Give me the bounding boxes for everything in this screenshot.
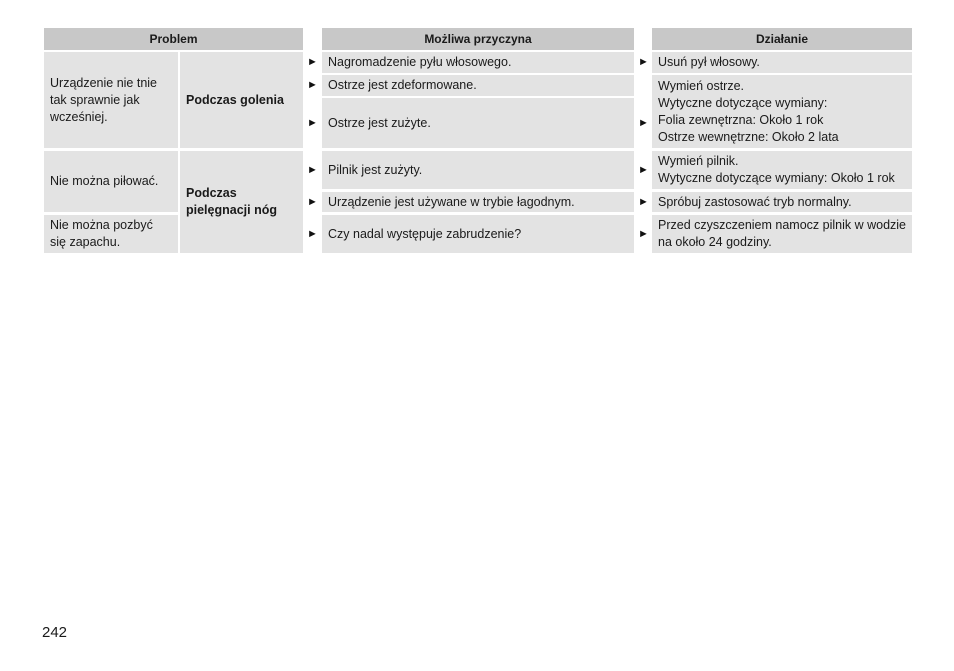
action-line: Wytyczne dotyczące wymiany: Około 1 rok	[658, 171, 895, 185]
problem-cell	[44, 215, 178, 253]
problem-text: Nie można piłować.	[50, 174, 159, 188]
cause-text: Czy nadal występuje zabrudzenie?	[328, 226, 522, 241]
action-lines	[658, 78, 839, 146]
arrow-icon: ►	[307, 196, 318, 208]
arrow-icon: ►	[307, 164, 318, 176]
action-cell	[652, 52, 912, 73]
action-line: Ostrze wewnętrzne: Około 2 lata	[658, 129, 839, 144]
action-text: Usuń pył włosowy.	[658, 55, 760, 69]
context-text: Podczas pielęgnacji nóg	[186, 186, 277, 217]
cause-text: Pilnik jest zużyty.	[328, 162, 423, 177]
arrow-icon: ►	[638, 56, 649, 68]
cause-text: Ostrze jest zdeformowane.	[328, 78, 477, 92]
arrow-icon: ►	[638, 117, 649, 129]
cause-cell	[322, 215, 634, 253]
cause-cell	[322, 52, 634, 73]
cause-cell	[322, 151, 634, 189]
action-line: Wymień pilnik.	[658, 154, 739, 168]
header-action: Działanie	[652, 28, 912, 50]
action-text: Spróbuj zastosować tryb normalny.	[658, 194, 852, 209]
problem-text: Nie można pozbyć się zapachu.	[50, 218, 153, 249]
action-cell	[652, 75, 912, 148]
action-line: Wytyczne dotyczące wymiany:	[658, 95, 828, 110]
arrow-icon: ►	[638, 196, 649, 208]
header-cause: Możliwa przyczyna	[322, 28, 634, 50]
problem-text: Urządzenie nie tnie tak sprawnie jak wcześniej.	[50, 75, 158, 124]
problem-cell	[44, 52, 178, 148]
arrow-icon: ►	[638, 228, 649, 240]
action-lines	[658, 153, 895, 187]
cause-text: Urządzenie jest używane w trybie łagodnym.	[328, 194, 575, 209]
action-line: Folia zewnętrzna: Około 1 rok	[658, 112, 824, 127]
arrow-icon: ►	[307, 228, 318, 240]
action-cell	[652, 215, 912, 253]
cause-text: Ostrze jest zużyte.	[328, 115, 431, 130]
context-cell	[180, 151, 303, 253]
cause-cell	[322, 75, 634, 96]
problem-cell	[44, 151, 178, 212]
action-text: Przed czyszczeniem namocz pilnik w wodzie na około 24 godziny.	[658, 218, 907, 249]
context-text: Podczas golenia	[186, 92, 284, 107]
arrow-icon: ►	[307, 56, 318, 68]
page-number: 242	[42, 624, 68, 641]
context-cell	[180, 52, 303, 148]
arrow-icon: ►	[307, 79, 318, 91]
action-cell	[652, 192, 912, 212]
action-line: Wymień ostrze.	[658, 78, 745, 93]
action-cell	[652, 151, 912, 189]
cause-cell	[322, 192, 634, 212]
header-problem: Problem	[44, 28, 303, 50]
arrow-icon: ►	[638, 164, 649, 176]
cause-text: Nagromadzenie pyłu włosowego.	[328, 55, 512, 69]
arrow-icon: ►	[307, 117, 318, 129]
cause-cell	[322, 98, 634, 148]
